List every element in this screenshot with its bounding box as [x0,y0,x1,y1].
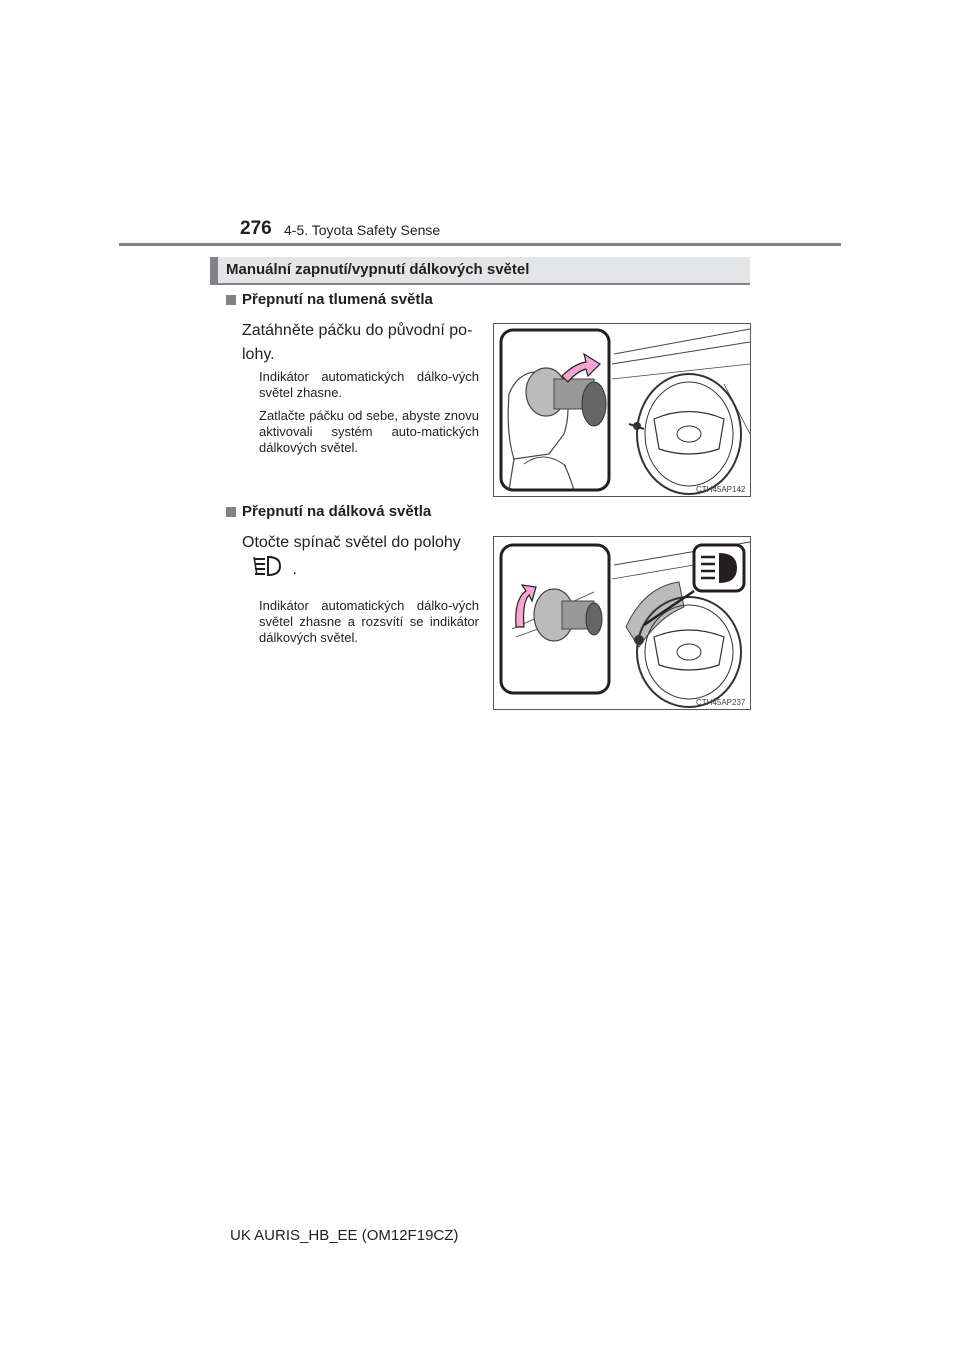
figure-code: CTH45AP237 [696,698,746,707]
step-suffix: . [292,561,297,579]
illustration-switch-rotate [494,537,750,709]
section-accent [210,257,218,285]
figure-low-beam [493,323,751,497]
sub-heading-text: Přepnutí na dálková světla [242,503,432,520]
note-low-beam-2: Zatlačte páčku od sebe, abyste znovu aktivovali systém auto-matických dálkových světel. [259,408,479,455]
step-line: Zatáhněte páčku do původní po- [242,322,473,339]
page-number: 276 [240,218,272,239]
section-heading-bar [210,257,750,285]
figure-code: CTH45AP142 [696,485,746,494]
step-line: Otočte spínač světel do polohy [242,534,461,551]
sub-heading-low-beam [226,291,433,308]
step-high-beam [242,531,492,585]
section-title: Manuální zapnutí/vypnutí dálkových světel [226,261,530,278]
header-divider [119,243,841,246]
step-low-beam [242,319,492,367]
high-beam-icon [252,555,282,585]
note-high-beam-1: Indikátor automatických dálko-vých světel zhasne a rozsvítí se indikátor dálkových světel. [259,598,479,645]
sub-heading-high-beam [226,503,431,520]
manual-code-footer: UK AURIS_HB_EE (OM12F19CZ) [230,1227,459,1244]
illustration-lever-pull [494,324,750,496]
bullet-square-icon [226,295,236,305]
figure-high-beam [493,536,751,710]
sub-heading-text: Přepnutí na tlumená světla [242,291,433,308]
chapter-title: 4-5. Toyota Safety Sense [284,222,441,238]
step-line-icon-row [242,555,492,585]
bullet-square-icon [226,507,236,517]
step-line: lohy. [242,346,275,363]
note-low-beam-1: Indikátor automatických dálko-vých světel zhasne. [259,369,479,400]
